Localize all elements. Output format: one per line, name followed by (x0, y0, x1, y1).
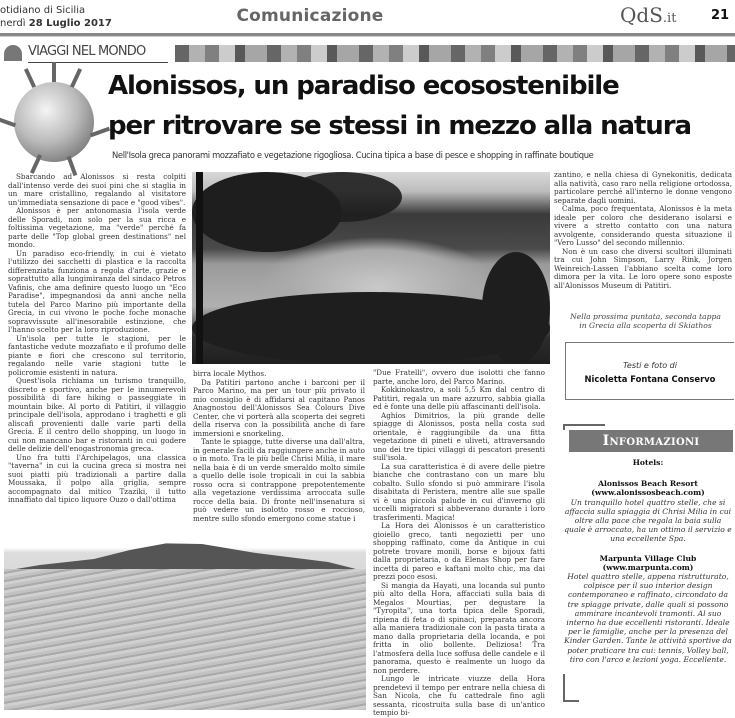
article-headline (108, 66, 735, 146)
info-box (563, 424, 733, 711)
hotel-description: Un tranquillo hotel quattro stelle, che si affaccia sulla spiaggia di Chrisi Milia in cui oltre alla pace che regala la baia sulla quale è arroccato, ha un ottimo il servizio e una eccellente Spa. (564, 497, 732, 544)
paragraph: Alonissos è per antonomasia l'isola verde delle Sporadi, non solo per la sua ricca e foltissima vegetazione, ma "verde" perché fa parte delle "Top global green destinations" nel mondo. (8, 206, 186, 249)
credits-box (565, 342, 734, 400)
paragraph: Quest'isola richiama un turismo tranquillo, discreto e sportivo, anche per le innumerevoli possibilità di fare hiking o passeggiate in mountain bike. Al porto di Patitiri, il villaggio principale dell'isola, approdano i traghetti e gli aliscafi provenienti dalle varie parti della Grecia. È il centro dello shopping, un luogo in cui non mancano bar e ristoranti in cui godere delle delizie dell'enogastronomia greca. (8, 376, 186, 453)
landmark-spike (0, 117, 16, 128)
logo-text: QdS (620, 3, 663, 27)
sea-surface (4, 569, 366, 710)
article-column-4 (554, 171, 732, 290)
headline-line-1: Alonissos, un paradiso ecosostenibile (108, 71, 619, 101)
landmark-spike (30, 154, 42, 174)
article-subtitle: Nell'Isola greca panorami mozzafiato e vegetazione rigogliosa. Cucina tipica a base di pesce e shopping in raffinate boutique (112, 150, 594, 160)
paragraph: Non è un caso che diversi scultori illuminati tra cui John Simpson, Larry Rink, Jorgen Weinreich-Lassen l'abbiano scelta come loro dimora per la vita. Le loro opere sono esposte all'Alonissos Museum di Patitiri. (554, 246, 732, 290)
credits-author: Nicoletta Fontana Conservo (584, 374, 716, 384)
next-episode-note (558, 312, 733, 330)
hotel-website-link[interactable]: (www.alonissosbeach.com) (591, 488, 705, 498)
next-episode-line-2: in Grecia alla scoperta di Skiathos (579, 321, 712, 330)
header-divider (0, 33, 735, 37)
shrub-foliage (482, 252, 550, 364)
hotels-heading: Hotels: (632, 458, 664, 467)
globe-with-landmarks-icon (14, 82, 94, 162)
section-title: Comunicazione (236, 6, 384, 26)
paragraph: La Hora dei Alonissos è un caratteristico gioiello greco, tanti negozietti per uno shopping raffinato, come da Antique in cui potrete trovare monili, borse e bijoux fatti dalla proprietaria, o da Elenas Shop per fare incetta di pareo e kaftani molto chic, ma dai prezzi poco esosi. (373, 521, 545, 581)
issue-weekday: nerdì (0, 18, 26, 29)
paragraph: Lungo le intricate viuzze della Hora prendetevi il tempo per entrare nella chiesa di San Nicola, che fu cattedrale fino agli sessanta, ricostruita sulla base di un'antico tempio bi- (373, 674, 545, 717)
island-silhouette (4, 541, 364, 571)
paragraph: birra locale Mythos. (193, 369, 267, 378)
hotel-description: Hotel quattro stelle, appena ristrutturato, colpisce per il suo interior design contemporaneo e raffinato, circondato da tre spiagge private, dalle quali si possono ammirare incantevoli tramonti. Al suo interno ha due eccellenti ristoranti. Ideale per le famiglie, anche per la presenza del Kinder Garden. Tante le attività sportive da poter praticare tra cui: tennis, Volley ball, tiro con l'arco e lezioni yoga. Eccellente. (564, 572, 732, 664)
issue-date-value: 28 Luglio 2017 (28, 18, 112, 29)
paragraph: Kokkinokastro, a soli 5,5 Km dal centro di Patitiri, regala un mare azzurro, sabbia gialla ed è fonte una delle più affascinanti dell'isola. (373, 385, 545, 411)
next-episode-line-1: Nella prossima puntata, seconda tappa (570, 312, 721, 321)
info-box-title: Informazioni (569, 430, 733, 452)
paragraph: La sua caratteristica è di avere delle pietre bianche che contrastano con un mare blu cobalto. Sullo sfondo si può ammirare l'isola disabitata di Peristera, mentre alle sue spalle vi è una piccola palude in cui d'inverno gli uccelli migratori si abbeverano durante i loro trasferimenti. Magica! (373, 461, 545, 522)
rubric-band (0, 44, 735, 64)
hotel-name: Marpunta Village Club (599, 553, 697, 563)
tree-trunk (196, 172, 203, 364)
sea-with-island-photo (4, 539, 366, 710)
article-column-2 (193, 370, 365, 523)
newspaper-name: otidiano di Sicilia (0, 5, 86, 16)
credits-label: Testi e foto di (623, 361, 677, 370)
article-column-1 (8, 173, 186, 505)
headline-line-2: per ritrovare se stessi in mezzo alla natura (108, 111, 691, 141)
paragraph: "Due Fratelli", ovvero due isolotti che fanno parte, anche loro, del Parco Marino. (373, 368, 545, 386)
paragraph: Aghios Dimitrios, la più grande delle spiagge di Alonissos, posta nella costa sud orientale, è raggiungibile da una fitta vegetazione di pineti e uliveti, attraversando uno dei tre tipici villaggi di pescatori presenti sull'isola. (373, 410, 545, 462)
page-number: 21 (711, 8, 730, 23)
info-box-frame-corner (563, 674, 579, 702)
paragraph: Un'isola per tutte le stagioni, per le fantastiche vedute mozzafiato e il profumo delle piante e fiori che crescono sul territorio, regalando nelle varie stagioni tutte le policromie esistenti in natura. (8, 333, 186, 377)
article-column-3 (373, 369, 545, 718)
rubric-label: VIAGGI NEL MONDO (28, 44, 168, 63)
paragraph: Tante le spiagge, tutte diverse una dall'altra, in generale facili da raggiungere anche in auto o in moto. Tra le più belle Chrisi Milià, il mare nella baia è di un verde smeraldo molto simile a quello delle isole tropicali in cui la sabbia rosso ocra si contrappone prepotentemente alla vegetazione verdissima arroccata sulle rocce della baia. Di fronte nell'insenatura si può vedere un isolotto rosso e roccioso, mentre sullo sfondo emergono come statue i (193, 437, 365, 523)
paragraph: Da Patitiri partono anche i barconi per il Parco Marino, ma per un tour più privato il mio consiglio è di affidarsi al capitano Panos Anagnostou dell'Alonissos Sea Colours Dive Center, che vi porterà alla scoperta dei segreti della riserva con la possibilità anche di fare immersioni e snorkeling. (193, 377, 365, 438)
paragraph: zantino, e nella chiesa di Gynekonitis, dedicata alla natività, caso raro nella religione ortodossa, particolare perché all'interno le donne vengono separate dagli uomini. (554, 170, 732, 205)
landmark-spike (52, 62, 56, 82)
landmark-spike (24, 68, 36, 88)
logo-suffix: .it (662, 11, 677, 26)
paragraph: Si mangia da Hayati, una locanda sul punto più alto della Hora, affacciati sulla baia di Megalos Mourtias, per degustare la "Tyropita", una torta tipica delle Sporadi, ripiena di feta o di spinaci, preparata ancora alla maniera tradizionale con la pasta tirata a mano dalla proprietaria della locanda, e poi fritta in olio bollente. Deliziosa! Tra l'atmosfera della luce soffusa delle candele e il panorama, questo è realmente un luogo da non perdere. (373, 580, 545, 675)
landmark-spike (70, 68, 82, 88)
qds-logo[interactable] (620, 3, 676, 27)
tree-foliage (282, 172, 402, 222)
globe-small-icon (4, 45, 22, 61)
info-box-body (563, 458, 733, 664)
paragraph: Un paradiso eco-friendly, in cui è vietato l'utilizzo dei sacchetti di plastica e la raccolta differenziata funziona a regola d'arte, grazie e soprattutto alla lungimiranza del sindaco Petros Vafinis, che ama definire questo luogo un "Eco Paradise", impegnandosi da anni anche nella tutela del Parco Marino più importante della Grecia, in cui vivono le poche foche monache sopravvissute all'inesorabile estinzione, che l'hanno scelto per la loro riproduzione. (8, 248, 186, 334)
bay-with-pine-trees-photo (192, 172, 550, 364)
hotel-website-link[interactable]: (www.marpunta.com) (602, 562, 694, 572)
paragraph: Calma, poco frequentata, Alonissos è la meta ideale per coloro che desiderano isolarsi e vivere a stretto contatto con una natura avvolgente, considerando questa situazione il "Vero Lusso" del secondo millennio. (554, 204, 732, 247)
paragraph: Sbarcando ad Alonissos si resta colpiti dall'intenso verde dei suoi pini che si staglia in un mare cristallino, regalando al visitatore un'immediata sensazione di pace e "good vibes". (8, 172, 186, 207)
hotel-name: Alonissos Beach Resort (598, 479, 698, 489)
rubric-photo-strip (175, 45, 735, 62)
paragraph: Uno fra tutti l'Archipelagos, una classica "taverna" in cui la cucina greca si mostra nei suoi piatti più tradizionali a partire dalla Moussaka, il polpo alla griglia, sempre accompagnato dal mitico Tzaziki, il tutto innaffiato dal tipico liquore Ouzo o dall'ottima (8, 452, 186, 504)
